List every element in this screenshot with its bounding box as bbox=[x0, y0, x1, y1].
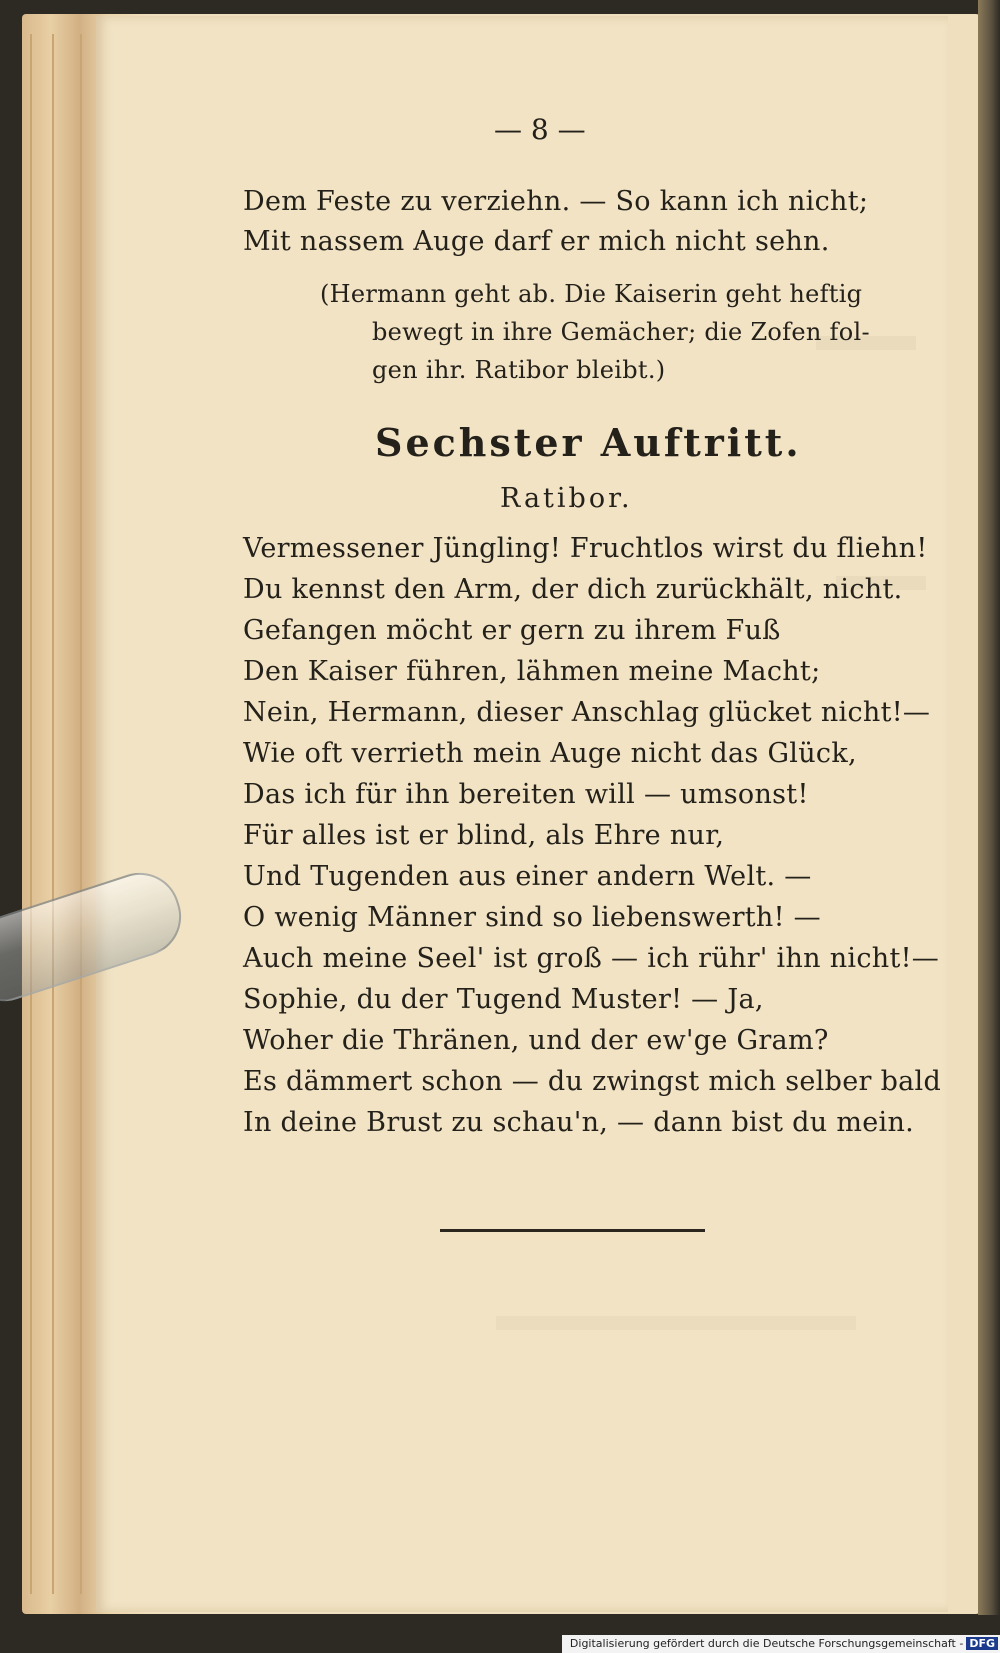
verse-line: Für alles ist er blind, als Ehre nur, bbox=[243, 820, 725, 851]
footer-credit bbox=[562, 1635, 1000, 1653]
stage-direction-line: gen ihr. Ratibor bleibt.) bbox=[372, 356, 666, 384]
verse-line: Woher die Thränen, und der ew'ge Gram? bbox=[243, 1025, 829, 1056]
stage-direction-line: bewegt in ihre Gemächer; die Zofen fol- bbox=[372, 318, 870, 346]
stage-direction-line: (Hermann geht ab. Die Kaiserin geht heftig bbox=[320, 280, 863, 308]
verse-line: In deine Brust zu schau'n, — dann bist du mein. bbox=[243, 1107, 915, 1138]
page-edge-line bbox=[30, 34, 32, 1594]
verse-line: O wenig Männer sind so liebenswerth! — bbox=[243, 902, 821, 933]
verse-line: Du kennst den Arm, der dich zurückhält, nicht. bbox=[243, 574, 903, 605]
verse-line: Sophie, du der Tugend Muster! — Ja, bbox=[243, 984, 764, 1015]
verse-line: Dem Feste zu verziehn. — So kann ich nicht; bbox=[243, 186, 869, 217]
verse-line: Mit nassem Auge darf er mich nicht sehn. bbox=[243, 226, 830, 257]
scene-heading: Sechster Auftritt. bbox=[375, 420, 802, 465]
verse-line: Vermessener Jüngling! Fruchtlos wirst du fliehn! bbox=[243, 533, 928, 564]
verse-line: Nein, Hermann, dieser Anschlag glücket nicht!— bbox=[243, 697, 931, 728]
verse-line: Wie oft verrieth mein Auge nicht das Glück, bbox=[243, 738, 857, 769]
page-edge-line bbox=[80, 34, 82, 1594]
verse-line: Es dämmert schon — du zwingst mich selber bald bbox=[243, 1066, 942, 1097]
verse-line: Gefangen möcht er gern zu ihrem Fuß bbox=[243, 615, 781, 646]
footer-credit-text: Digitalisierung gefördert durch die Deutsche Forschungsgemeinschaft - bbox=[569, 1637, 964, 1650]
verse-line: Das ich für ihn bereiten will — umsonst! bbox=[243, 779, 809, 810]
bleed-through-mark bbox=[496, 1316, 856, 1330]
book-right-edge bbox=[978, 0, 1000, 1615]
speaker-name: Ratibor. bbox=[500, 483, 633, 514]
dfg-logo: DFG bbox=[966, 1637, 998, 1650]
verse-line: Und Tugenden aus einer andern Welt. — bbox=[243, 861, 812, 892]
page-edge-line bbox=[52, 34, 54, 1594]
page-number: — 8 — bbox=[494, 113, 586, 146]
verse-line: Auch meine Seel' ist groß — ich rühr' ihn nicht!— bbox=[243, 943, 940, 974]
verse-line: Den Kaiser führen, lähmen meine Macht; bbox=[243, 656, 821, 687]
end-rule bbox=[440, 1229, 705, 1232]
